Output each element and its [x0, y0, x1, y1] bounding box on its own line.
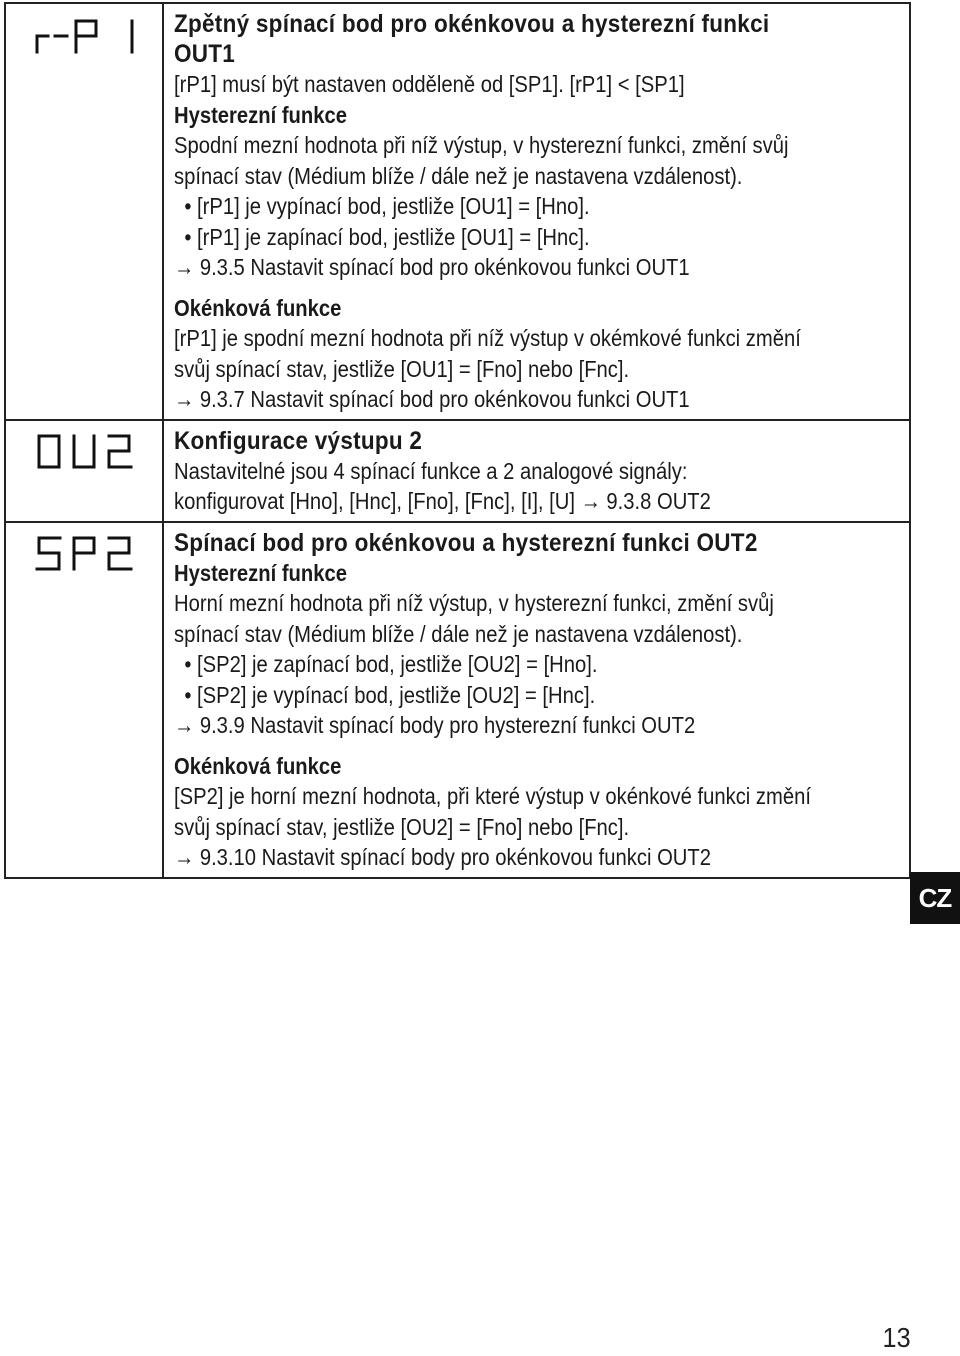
sp2-hysteresis-text-2: spínací stav (Médium blíže / dále než je nastavena vzdálenost). — [174, 620, 743, 647]
table-row-rp1 — [5, 3, 910, 420]
sp2-display-icon — [34, 535, 144, 571]
sp2-ref-hysteresis: → 9.3.9 Nastavit spínací body pro hysterezní funkci OUT2 — [174, 712, 696, 738]
rp1-description — [163, 3, 910, 420]
sp2-title: Spínací bod pro okénkovou a hysterezní funkci OUT2 — [174, 528, 758, 557]
sp2-window-text-1: [SP2] je horní mezní hodnota, při které výstup v okénkové funkci změní — [174, 783, 811, 809]
ou2-title: Konfigurace výstupu 2 — [174, 426, 423, 455]
rp1-ref-window: → 9.3.7 Nastavit spínací bod pro okénkovou funkci OUT1 — [174, 386, 690, 412]
table-row-sp2 — [5, 522, 910, 878]
page-number: 13 — [882, 1322, 911, 1353]
ou2-text-2: konfigurovat [Hno], [Hnc], [Fno], [Fnc], [I], [U] → 9.3.8 OUT2 — [174, 488, 711, 514]
sp2-window-heading: Okénková funkce — [174, 752, 342, 779]
rp1-ref-hysteresis: → 9.3.5 Nastavit spínací bod pro okénkovou funkci OUT1 — [174, 254, 690, 280]
rp1-window-text-2: svůj spínací stav, jestliže [OU1] = [Fno] nebo [Fnc]. — [174, 355, 630, 382]
rp1-hysteresis-heading: Hysterezní funkce — [174, 101, 347, 128]
sp2-description — [163, 522, 910, 878]
rp1-hysteresis-text-2: spínací stav (Médium blíže / dále než je nastavena vzdálenost). — [174, 162, 743, 189]
rp1-title-cont: OUT1 — [174, 40, 236, 68]
parameter-table — [4, 2, 911, 879]
display-code-ou2 — [5, 420, 163, 522]
rp1-bullet-1: • [rP1] je vypínací bod, jestliže [OU1] = [Hno]. — [184, 193, 590, 219]
ou2-text-1: Nastavitelné jsou 4 spínací funkce a 2 analogové signály: — [174, 457, 688, 484]
language-badge: CZ — [910, 872, 960, 924]
sp2-window-text-2: svůj spínací stav, jestliže [OU2] = [Fno] nebo [Fnc]. — [174, 813, 630, 840]
sp2-bullet-1: • [SP2] je zapínací bod, jestliže [OU2] = [Hno]. — [184, 651, 598, 677]
rp1-window-heading: Okénková funkce — [174, 294, 342, 321]
rp1-display-icon — [34, 18, 144, 54]
table-row-ou2 — [5, 420, 910, 522]
ou2-display-icon — [34, 433, 144, 469]
sp2-ref-window: → 9.3.10 Nastavit spínací body pro okénkovou funkci OUT2 — [174, 844, 711, 870]
rp1-note: [rP1] musí být nastaven odděleně od [SP1]. [rP1] < [SP1] — [174, 71, 685, 97]
sp2-hysteresis-heading: Hysterezní funkce — [174, 559, 347, 586]
rp1-hysteresis-text-1: Spodní mezní hodnota při níž výstup, v hysterezní funkci, změní svůj — [174, 132, 789, 158]
display-code-rp1 — [5, 3, 163, 420]
rp1-title: Zpětný spínací bod pro okénkovou a hysterezní funkci — [174, 10, 770, 38]
sp2-hysteresis-text-1: Horní mezní hodnota při níž výstup, v hysterezní funkci, změní svůj — [174, 590, 774, 616]
ou2-description — [163, 420, 910, 522]
display-code-sp2 — [5, 522, 163, 878]
sp2-bullet-2: • [SP2] je vypínací bod, jestliže [OU2] = [Hnc]. — [184, 681, 596, 708]
rp1-window-text-1: [rP1] je spodní mezní hodnota při níž výstup v okémkové funkci změní — [174, 325, 801, 351]
rp1-bullet-2: • [rP1] je zapínací bod, jestliže [OU1] = [Hnc]. — [184, 223, 590, 250]
